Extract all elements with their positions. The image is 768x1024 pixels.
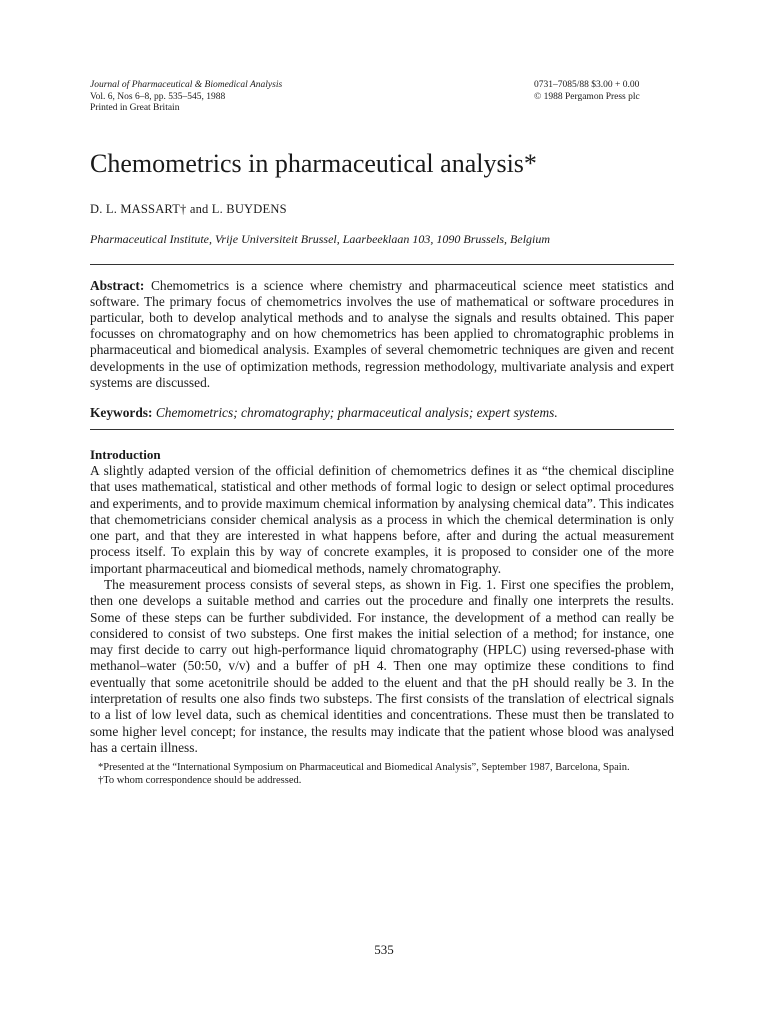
volume-line: Vol. 6, Nos 6–8, pp. 535–545, 1988 xyxy=(90,91,226,102)
journal-header xyxy=(90,80,674,115)
copyright-line: © 1988 Pergamon Press plc xyxy=(534,91,640,102)
paper-title: Chemometrics in pharmaceutical analysis* xyxy=(90,148,537,178)
keywords-label: Keywords: xyxy=(90,404,153,420)
footnote-presented: *Presented at the “International Symposium on Pharmaceutical and Biomedical Analysis”, September 1987, Barcelona, Spain. xyxy=(98,762,630,774)
issn-line: 0731–7085/88 $3.00 + 0.00 xyxy=(534,80,640,90)
keywords-block xyxy=(90,405,674,421)
printed-line: Printed in Great Britain xyxy=(90,103,180,113)
journal-citation xyxy=(90,80,282,115)
paper-page xyxy=(90,80,674,787)
author-list: D. L. MASSART† and L. BUYDENS xyxy=(90,201,287,216)
keywords-text: Chemometrics; chromatography; pharmaceutical analysis; expert systems. xyxy=(155,404,558,420)
footnotes xyxy=(90,762,674,787)
keywords-bottom-rule xyxy=(90,429,674,430)
abstract-label: Abstract: xyxy=(90,277,145,293)
abstract-text: Chemometrics is a science where chemistry and pharmaceutical science meet statistics and software. The primary focus of chemometrics involves the use of mathematical or software procedures in particular, both to develop analytical methods and to analyse the signals and results obtained. This paper focusses on chromatography and on how chemometrics has been applied to chromatographic problems in pharmaceutical and biomedical analysis. Examples of several chemometric techniques are given and recent developments in the use of optimization methods, regression methodology, multivariate analysis and expert systems are discussed. xyxy=(90,277,674,390)
intro-paragraph-2: The measurement process consists of several steps, as shown in Fig. 1. First one specifies the problem, then one develops a suitable method and carries out the procedure and finally one interprets the results. Some of these steps can be further subdivided. For instance, the development of a method can really be considered to consist of two substeps. One first makes the initial selection of a method; for instance, one may first decide to carry out high-performance liquid chromatography (HPLC) using reversed-phase with methanol–water (50:50, v/v) and a buffer of pH 4. Then one may optimize these conditions to find eventually that some acetonitrile should be added to the eluent and that the pH should really be 3. In the interpretation of results one also finds two substeps. The first consists of the translation of electrical signals to a list of low level data, such as chemical identities and concentrations. These must then be translated to some higher level concept; for instance, the results may indicate that the patient whose blood was analysed has a certain illness. xyxy=(90,577,674,755)
journal-name: Journal of Pharmaceutical & Biomedical Analysis xyxy=(90,80,283,90)
publisher-info xyxy=(534,80,674,115)
abstract-block xyxy=(90,278,674,391)
page-number: 535 xyxy=(374,942,394,957)
affiliation: Pharmaceutical Institute, Vrije Universiteit Brussel, Laarbeeklaan 103, 1090 Brussels, Belgium xyxy=(90,231,551,246)
abstract-top-rule xyxy=(90,264,674,265)
section-heading-introduction: Introduction xyxy=(90,446,161,462)
footnote-correspondence: †To whom correspondence should be addressed. xyxy=(98,774,302,786)
intro-paragraph-1: A slightly adapted version of the official definition of chemometrics defines it as “the chemical discipline that uses mathematical, statistical and other methods of formal logic to design or select optimal procedures and experiments, and to provide maximum chemical information by analysing chemical data”. This indicates that chemometricians consider chemical analysis as a process in which the chemical determination is only one part, and that they are interested in what happens before, after and during the actual measurement process itself. To explain this by way of concrete examples, it is proposed to consider one of the more important pharmaceutical and biomedical methods, namely chromatography. xyxy=(90,462,674,576)
